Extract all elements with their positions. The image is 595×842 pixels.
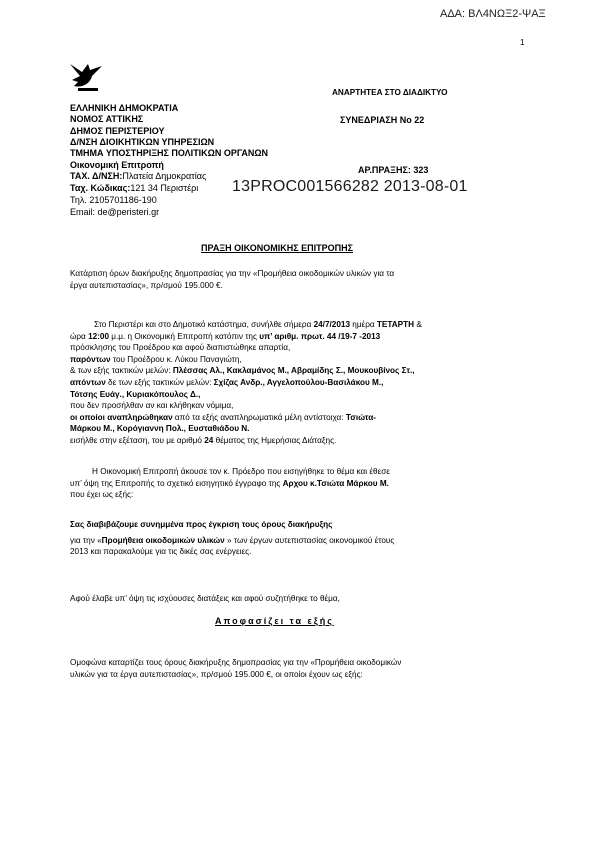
header-department: ΤΜΗΜΑ ΥΠΟΣΤΗΡΙΞΗΣ ΠΟΛΙΤΙΚΩΝ ΟΡΓΑΝΩΝ (70, 148, 269, 158)
body-line: απόντων δε των εξής τακτικών μελών: Σχίζας Ανδρ., Αγγελοπούλου-Βασιλάκου Μ., (70, 377, 384, 387)
body-line: πρόσκλησης του Προέδρου και αφού διαπιστώθηκε απαρτία, (70, 343, 291, 353)
body-line: Στο Περιστέρι και στο Δημοτικό κατάστημα, συνήλθε σήμερα 24/7/2013 ημέρα ΤΕΤΑΡΤΗ & (94, 320, 422, 329)
postal-label: Ταχ. Κώδικας: (70, 183, 131, 193)
header-postal (70, 183, 198, 195)
body-line: παρόντων του Προέδρου κ. Λύκου Παναγιώτη, (70, 354, 242, 364)
body-line: οι οποίοι αναπληρώθηκαν από τα εξής αναπληρωματικά μέλη αντίστοιχα: Τσιώτα- (70, 412, 376, 422)
address-value: Πλατεία Δημοκρατίας (122, 171, 207, 181)
header-address (70, 171, 206, 183)
body-line: που δεν προσήλθαν αν και κλήθηκαν νόμιμα, (70, 401, 234, 411)
proposal-line: για την «Προμήθεια οικοδομικών υλικών » των έργων αυτεπιστασίας οικονομικού έτους (70, 535, 395, 545)
decision-text (70, 657, 540, 680)
body-line: εισήλθε στην εξέταση, του με αριθμό 24 θέματος της Ημερήσιας Διάταξης. (70, 435, 337, 445)
header-municipality: ΔΗΜΟΣ ΠΕΡΙΣΤΕΡΙΟΥ (70, 126, 165, 136)
intro-line: υπ’ όψη της Επιτροπής το σχετικό εισηγητικό έγγραφο της Αρχου κ.Τσιώτα Μάρκου Μ. (70, 478, 389, 488)
subject-line: έργα αυτεπιστασίας», πρ/σμού 195.000 €. (70, 280, 223, 290)
postal-value: 121 34 Περιστέρι (130, 183, 199, 193)
session-number: ΣΥΝΕΔΡΙΑΣΗ Νο 22 (340, 115, 425, 125)
page-number: 1 (520, 38, 525, 47)
decision-line: υλικών για τα έργα αυτεπιστασίας», πρ/σμού 195.000 €, οι οποίοι έχουν ως εξής: (70, 669, 363, 679)
header-directorate: Δ/ΝΣΗ ΔΙΟΙΚΗΤΙΚΩΝ ΥΠΗΡΕΣΙΩΝ (70, 137, 215, 147)
intro (70, 466, 540, 501)
consideration-line: Αφού έλαβε υπ’ όψη τις ισχύουσες διατάξεις και αφού συζητήθηκε το θέμα, (70, 594, 340, 603)
decision-line: Ομοφώνα καταρτίζει τους όρους διακήρυξης δημοπρασίας για την «Προμήθεια οικοδομικών (70, 658, 402, 667)
document-title: ΠΡΑΞΗ ΟΙΚΟΝΟΜΙΚΗΣ ΕΠΙΤΡΟΠΗΣ (201, 243, 354, 253)
municipality-logo (68, 58, 104, 94)
ada-code: ΑΔΑ: ΒΛ4ΝΩΞ2-ΨΑΞ (440, 8, 546, 20)
body-line: Τότσης Ευάγ., Κυριακόπουλος Δ., (70, 389, 201, 399)
header-email: Email: de@peristeri.gr (70, 207, 160, 217)
posted-online-label: ΑΝΑΡΤΗΤΕΑ ΣΤΟ ΔΙΑΔΙΚΤΥΟ (332, 88, 448, 97)
subject-line: Κατάρτιση όρων διακήρυξης δημοπρασίας για την «Προμήθεια οικοδομικών υλικών για τα (70, 269, 395, 278)
meeting-body (70, 319, 540, 447)
header-committee: Οικονομική Επιτροπή (70, 160, 164, 170)
proposal-line: 2013 και παρακαλούμε για τις δικές σας ενέργειες. (70, 547, 252, 557)
decision-heading: Αποφασίζει τα εξής (215, 616, 334, 626)
intro-line: που έχει ως εξής: (70, 490, 134, 500)
subject (70, 268, 540, 291)
body-line: Μάρκου Μ., Κορόγιαννη Πολ., Ευσταθιάδου Ν. (70, 424, 250, 434)
body-line: & των εξής τακτικών μελών: Πλέσσας Αλ., Κακλαμάνος Μ., Αβραμίδης Σ., Μουκουβίνος Στ., (70, 366, 415, 376)
proposal-line: Σας διαβιβάζουμε συνημμένα προς έγκριση τους όρους διακήρυξης (70, 520, 333, 529)
act-number: ΑΡ.ΠΡΑΞΗΣ: 323 (358, 165, 429, 175)
address-label: ΤΑΧ. Δ/ΝΣΗ: (70, 171, 123, 181)
header-prefecture: ΝΟΜΟΣ ΑΤΤΙΚΗΣ (70, 114, 144, 124)
body-line: ώρα 12:00 μ.μ. η Οικονομική Επιτροπή κατόπιν της υπ’ αριθμ. πρωτ. 44 /19-7 -2013 (70, 331, 381, 341)
protocol-stamp: 13PROC001566282 2013-08-01 (232, 178, 468, 195)
header-phone: Τηλ. 2105701186-190 (70, 195, 157, 205)
intro-line: Η Οικονομική Επιτροπή άκουσε τον κ. Πρόεδρο που εισηγήθηκε το θέμα και έθεσε (92, 467, 390, 476)
proposal (70, 519, 540, 558)
header-country: ΕΛΛΗΝΙΚΗ ΔΗΜΟΚΡΑΤΙΑ (70, 103, 179, 113)
dove-logo-icon (68, 58, 104, 94)
